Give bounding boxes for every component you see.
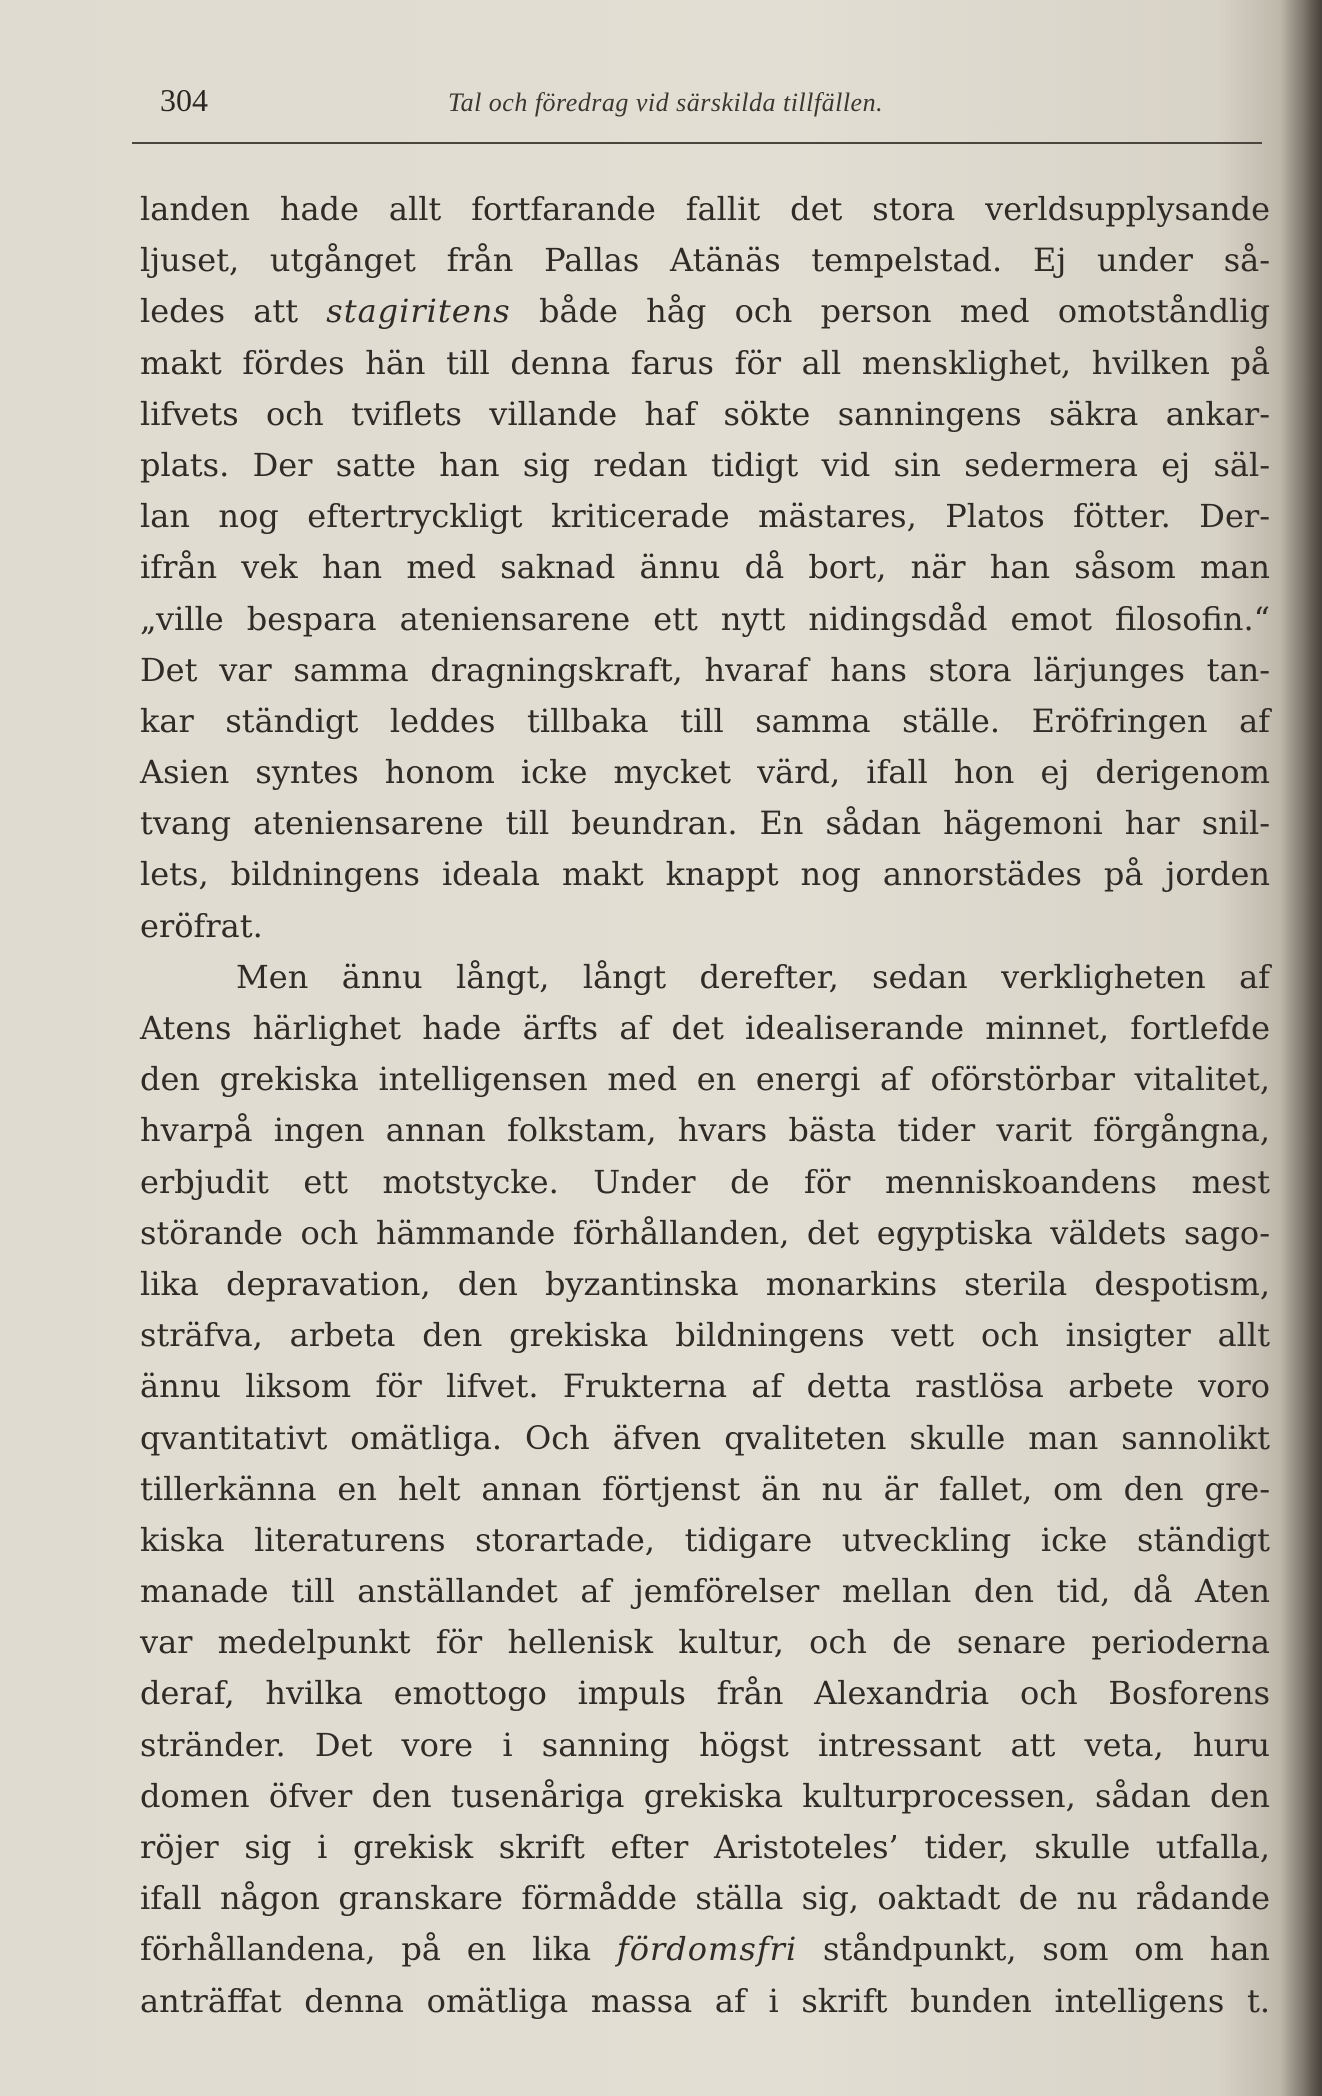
text-line: lets, bildningens ideala makt knappt nog annorstädes på jorden: [140, 855, 1270, 894]
text-line: makt fördes hän till denna farus för all mensklighet, hvilken på: [140, 343, 1270, 382]
page-number: 304: [160, 82, 208, 118]
text-line: anträffat denna omätliga massa af i skrift bunden intelligens t.: [140, 1981, 1270, 2020]
text-line: tvang ateniensarene till beundran. En sådan hägemoni har snil-: [140, 804, 1270, 843]
header-rule: [132, 142, 1262, 144]
text-line: Det var samma dragningskraft, hvaraf hans stora lärjunges tan-: [140, 650, 1270, 689]
text-line: erbjudit ett motstycke. Under de för menniskoandens mest: [140, 1162, 1270, 1201]
text-line: ännu liksom för lifvet. Frukterna af detta rastlösa arbete voro: [140, 1367, 1270, 1406]
running-title: Tal och föredrag vid särskilda tillfällen.: [448, 88, 884, 117]
running-head: [158, 78, 1273, 128]
text-line: landen hade allt fortfarande fallit det stora verldsupplysande: [140, 190, 1270, 228]
text-run: ledes att: [140, 292, 327, 331]
emphasized-word: fördomsfri: [616, 1930, 798, 1969]
text-line: domen öfver den tusenåriga grekiska kulturprocessen, sådan den: [140, 1776, 1270, 1815]
text-line: störande och hämmande förhållanden, det egyptiska väldets sago-: [140, 1213, 1270, 1252]
text-line: [140, 286, 1270, 337]
text-line: lan nog eftertryckligt kriticerade mästares, Platos fötter. Der-: [140, 497, 1270, 536]
text-line: tillerkänna en helt annan förtjenst än nu är fallet, om den gre-: [140, 1469, 1270, 1508]
text-line: kar ständigt leddes tillbaka till samma ställe. Eröfringen af: [140, 701, 1270, 740]
text-line: Atens härlighet hade ärfts af det idealiserande minnet, fortlefde: [140, 1009, 1270, 1047]
text-line: Asien syntes honom icke mycket värd, ifall hon ej derigenom: [140, 753, 1270, 792]
text-line: ljuset, utgånget från Pallas Atänäs tempelstad. Ej under så-: [140, 241, 1270, 280]
text-line: „ville bespara ateniensarene ett nytt nidingsdåd emot filosofin.“: [140, 599, 1270, 638]
text-line: ifrån vek han med saknad ännu då bort, när han såsom man: [140, 548, 1270, 587]
body-text: [140, 184, 1270, 2027]
text-line: Men ännu långt, långt derefter, sedan verkligheten af: [236, 957, 1270, 996]
text-line: plats. Der satte han sig redan tidigt vid sin sedermera ej säl-: [140, 445, 1270, 484]
text-line: ifall någon granskare förmådde ställa sig, oaktadt de nu rådande: [140, 1879, 1270, 1918]
text-line: lika depravation, den byzantinska monarkins sterila despotism,: [140, 1264, 1270, 1303]
text-run: ståndpunkt, som om han: [797, 1930, 1271, 1969]
emphasized-word: stagiritens: [326, 292, 511, 331]
text-line: [140, 1924, 1270, 1975]
text-line: eröfrat.: [140, 906, 263, 945]
text-line: sträfva, arbeta den grekiska bildningens vett och insigter allt: [140, 1316, 1270, 1355]
text-run: förhållandena, på en lika: [140, 1930, 617, 1969]
text-run: både håg och person med omotståndlig: [510, 292, 1270, 331]
text-line: den grekiska intelligensen med en energi af oförstörbar vitalitet,: [140, 1060, 1270, 1099]
text-line: röjer sig i grekisk skrift efter Aristoteles’ tider, skulle utfalla,: [140, 1828, 1270, 1866]
text-line: hvarpå ingen annan folkstam, hvars bästa tider varit förgångna,: [140, 1111, 1270, 1150]
page-edge-shadow: [1280, 0, 1322, 2096]
text-line: deraf, hvilka emottogo impuls från Alexandria och Bosforens: [140, 1674, 1270, 1713]
text-line: qvantitativt omätliga. Och äfven qvaliteten skulle man sannolikt: [140, 1418, 1270, 1457]
text-line: kiska literaturens storartade, tidigare utveckling icke ständigt: [140, 1520, 1270, 1559]
text-line: manade till anställandet af jemförelser mellan den tid, då Aten: [140, 1572, 1270, 1611]
text-line: lifvets och tviflets villande haf sökte sanningens säkra ankar-: [140, 394, 1270, 433]
text-line: var medelpunkt för hellenisk kultur, och de senare perioderna: [140, 1623, 1270, 1662]
text-line: stränder. Det vore i sanning högst intressant att veta, huru: [140, 1725, 1270, 1764]
